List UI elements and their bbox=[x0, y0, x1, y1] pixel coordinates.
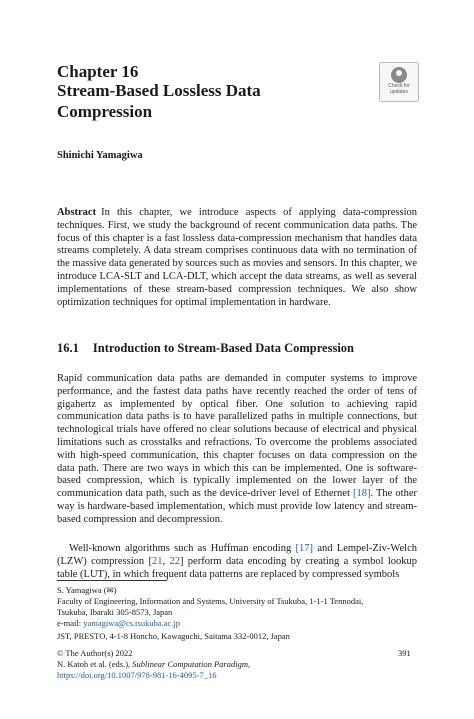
footnote-email-line bbox=[57, 618, 417, 629]
chapter-title: Stream-Based Lossless Data Compression bbox=[57, 81, 261, 121]
doi-link[interactable]: https://doi.org/10.1007/978-981-16-4095-7_16 bbox=[57, 670, 217, 680]
copyright-line: © The Author(s) 2022 bbox=[57, 648, 133, 658]
chapter-number: Chapter 16 bbox=[57, 62, 139, 81]
footnote-affiliation-1: Faculty of Engineering, Information and Systems, University of Tsukuba, 1-1-1 Tennodai, bbox=[57, 596, 364, 606]
book-citation-comma: , bbox=[248, 659, 251, 669]
p2-text-a: Well-known algorithms such as Huffman encoding bbox=[69, 543, 296, 554]
p2-text-d: ] perform data encoding by creating a symbol lookup table (LUT), in which frequent data patterns are replaced by compressed symbols bbox=[57, 555, 417, 580]
page-number: 391 bbox=[398, 648, 411, 658]
copyright-block bbox=[57, 648, 357, 681]
abstract-label: Abstract bbox=[57, 207, 97, 218]
section-heading bbox=[57, 341, 354, 356]
book-citation bbox=[57, 659, 357, 670]
abstract-text: In this chapter, we introduce aspects of applying data-compression techniques. First, we study the background of recent communication data paths. The focus of this chapter is a fast lossless data-compression mechanism that handles data streams completely. A data stream comprises continuous data with no termination of the massive data generated by sources such as movies and sensors. In this chapter, we introduce LCA-SLT and LCA-DLT, which accept the data streams, as well as several implementations of these stream-based compression techniques. We also show optimization techniques for optimal implementation in hardware. bbox=[57, 207, 417, 308]
citation-link[interactable]: [17] bbox=[295, 543, 314, 554]
footnote-affiliation-2: Tsukuba, Ibaraki 305-8573, Japan bbox=[57, 607, 173, 617]
footnote-divider bbox=[57, 580, 167, 581]
citation-link[interactable]: 22 bbox=[169, 555, 180, 567]
p2-text-b: and Lempel-Ziv-Welch (LZW) compression [ bbox=[57, 543, 417, 567]
book-editors: N. Katoh et al. (eds.), bbox=[57, 659, 133, 669]
badge-line-2: updates bbox=[390, 89, 408, 95]
check-updates-icon bbox=[391, 67, 407, 83]
citation-link[interactable]: [18] bbox=[352, 488, 371, 500]
body-paragraph-2 bbox=[57, 543, 417, 581]
email-link[interactable]: yamagiwa@cs.tsukuba.ac.jp bbox=[83, 618, 181, 628]
author-footnote bbox=[57, 585, 417, 629]
email-label: e-mail: bbox=[57, 618, 84, 628]
footnote-affiliation-3: JST, PRESTO, 4-1-8 Honcho, Kawaguchi, Saitama 332-0012, Japan bbox=[57, 631, 290, 641]
badge-line-1: Check for bbox=[388, 83, 410, 89]
check-for-updates-badge[interactable] bbox=[379, 62, 419, 102]
citation-link[interactable]: 21 bbox=[151, 555, 163, 567]
author-name: Shinichi Yamagiwa bbox=[57, 150, 143, 161]
p1-text-b: . The other way is hardware-based implementation, which must provide low latency and stream-based compression and decompression. bbox=[57, 488, 417, 525]
abstract bbox=[57, 207, 417, 309]
p1-text-a: Rapid communication data paths are demanded in computer systems to improve performance, and the fastest data paths have recently reached the order of tens of gigahertz as implemented by optical fiber. One solution to achieving rapid communication data paths is to have parallelized paths in multiple connections, but technological trials have offered no clear solutions because of electrical and physical limitations such as crosstalks and refractions. To overcome the problems associated with high-speed communication, this chapter focuses on data compression on the data path. There are two ways in which this can be implemented. One is software-based compression, which is typically implemented on the lower layer of the communication data path, such as the device-driver level of Ethernet bbox=[57, 373, 417, 500]
section-title: Introduction to Stream-Based Data Compression bbox=[92, 341, 354, 355]
footnote-name: S. Yamagiwa (✉) bbox=[57, 585, 117, 595]
book-title: Sublinear Computation Paradigm bbox=[132, 659, 248, 669]
section-number: 16.1 bbox=[57, 341, 79, 355]
body-paragraph-1 bbox=[57, 373, 417, 527]
p2-text-c: , bbox=[162, 555, 170, 567]
